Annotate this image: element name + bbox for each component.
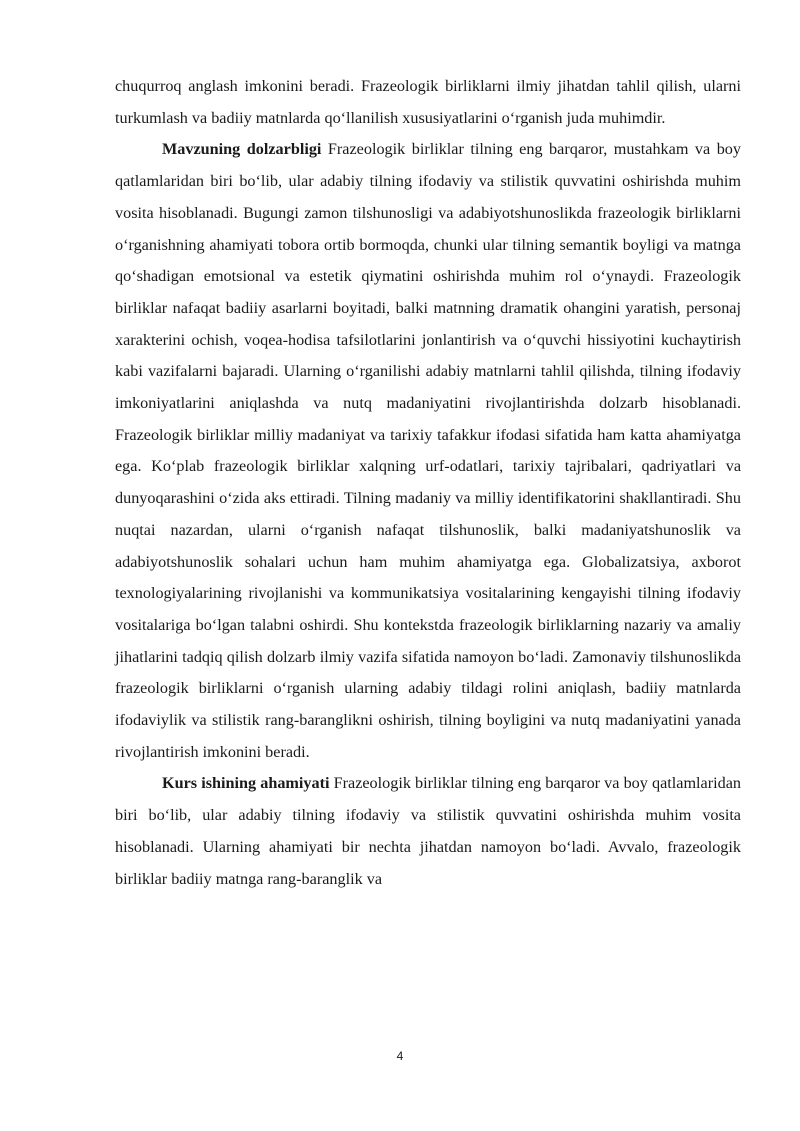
heading-relevance: Mavzuning dolzarbligi xyxy=(162,140,322,159)
paragraph-relevance xyxy=(115,134,741,768)
document-body xyxy=(115,71,741,895)
page-number: 4 xyxy=(396,1049,404,1063)
heading-significance: Kurs ishining ahamiyati xyxy=(162,774,330,793)
paragraph-significance-text: Frazeologik birliklar tilning eng barqaror va boy qatlamlaridan biri bo‘lib, ular adabiy tilning ifodaviy va stilistik quvvatini oshirishda muhim vosita hisoblanadi. Ularning ahamiyati bir nechta jihatdan namoyon bo‘ladi. Avvalo, frazeologik birliklar badiiy matnga rang-baranglik va xyxy=(115,774,741,888)
paragraph-continuation: chuqurroq anglash imkonini beradi. Frazeologik birliklarni ilmiy jihatdan tahlil qilish, ularni turkumlash va badiiy matnlarda qo‘llanilish xususiyatlarini o‘rganish juda muhimdir. xyxy=(115,77,741,127)
paragraph-relevance-text: Frazeologik birliklar tilning eng barqaror, mustahkam va boy qatlamlaridan biri bo‘lib, ular adabiy tilning ifodaviy va stilistik quvvatini oshirishda muhim vosita hisoblanadi. Bugungi zamon tilshunosligi va adabiyotshunoslikda frazeologik birliklarni o‘rganishning ahamiyati tobora ortib bormoqda, chunki ular tilning semantik boyligi va matnga qo‘shadigan emotsional va estetik qiymatini oshirishda muhim rol o‘ynaydi. Frazeologik birliklar nafaqat badiiy asarlarni boyitadi, balki matnning dramatik ohangini yaratish, personaj xarakterini ochish, voqea-hodisa tafsilotlarini jonlantirish va o‘quvchi hissiyotini kuchaytirish kabi vazifalarni bajaradi. Ularning o‘rganilishi adabiy matnlarni tahlil qilishda, tilning ifodaviy imkoniyatlarini aniqlashda va nutq madaniyatini rivojlantirishda dolzarb hisoblanadi. Frazeologik birliklar milliy madaniyat va tarixiy tafakkur ifodasi sifatida ham katta ahamiyatga ega. Ko‘plab frazeologik birliklar xalqning urf-odatlari, tarixiy tajribalari, qadriyatlari va dunyoqarashini o‘zida aks ettiradi. Tilning madaniy va milliy identifikatorini shakllantiradi. Shu nuqtai nazardan, ularni o‘rganish nafaqat tilshunoslik, balki madaniyatshunoslik va adabiyotshunoslik sohalari uchun ham muhim ahamiyatga ega. Globalizatsiya, axborot texnologiyalarining rivojlanishi va kommunikatsiya vositalarining kengayishi tilning ifodaviy vositalariga bo‘lgan talabni oshirdi. Shu kontekstda frazeologik birliklarning nazariy va amaliy jihatlarini tadqiq qilish dolzarb ilmiy vazifa sifatida namoyon bo‘ladi. Zamonaviy tilshunoslikda frazeologik birliklarni o‘rganish ularning adabiy tildagi rolini aniqlash, badiiy matnlarda ifodaviylik va stilistik rang-baranglikni oshirish, tilning boyligini va nutq madaniyatini yanada rivojlantirish imkonini beradi. xyxy=(115,140,741,761)
paragraph-significance xyxy=(115,768,741,895)
